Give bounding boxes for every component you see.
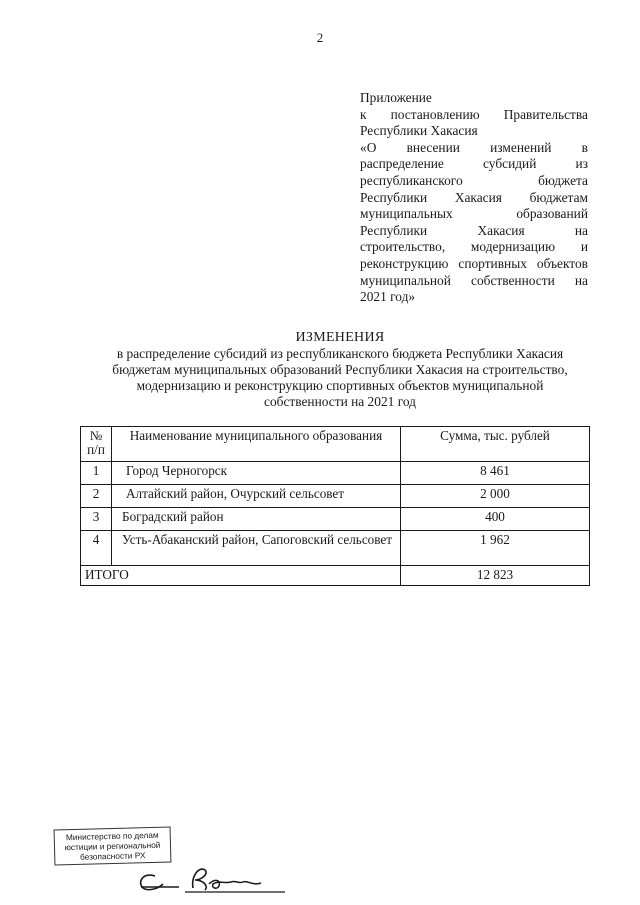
table-row bbox=[81, 462, 590, 485]
title-subtitle-line: собственности на 2021 год bbox=[264, 394, 416, 409]
row-num: 4 bbox=[81, 531, 112, 566]
header-name: Наименование муниципального образования bbox=[112, 427, 401, 462]
appendix-line: строительство, модернизацию и bbox=[360, 239, 588, 255]
header-num bbox=[81, 427, 112, 462]
row-name: Усть-Абаканский район, Сапоговский сельсовет bbox=[112, 531, 401, 566]
row-num: 1 bbox=[81, 462, 112, 485]
table-row bbox=[81, 508, 590, 531]
appendix-block bbox=[360, 90, 588, 306]
total-sum: 12 823 bbox=[401, 566, 590, 586]
appendix-line: к постановлению Правительства bbox=[360, 106, 588, 122]
appendix-line: Приложение bbox=[360, 90, 432, 105]
appendix-line: Республики Хакасия на bbox=[360, 222, 588, 238]
row-num: 2 bbox=[81, 485, 112, 508]
row-sum: 2 000 bbox=[401, 485, 590, 508]
page-number: 2 bbox=[316, 30, 324, 45]
handwritten-signature bbox=[135, 858, 295, 898]
appendix-line: Республики Хакасия бюджетам bbox=[360, 189, 588, 205]
stamp-line: безопасности РХ bbox=[79, 850, 146, 862]
row-sum: 400 bbox=[401, 508, 590, 531]
appendix-line: муниципальных образований bbox=[360, 206, 588, 222]
row-name: Боградский район bbox=[112, 508, 401, 531]
document-title bbox=[60, 330, 620, 410]
table-total-row bbox=[81, 566, 590, 586]
title-subtitle-line: модернизацию и реконструкцию спортивных объектов муниципальной bbox=[136, 378, 544, 393]
header-num-symbol: № bbox=[89, 428, 103, 443]
stamp-line: юстиции и региональной bbox=[64, 839, 161, 853]
appendix-line: «О внесении изменений в bbox=[360, 139, 588, 155]
appendix-line: 2021 год» bbox=[360, 289, 416, 305]
row-sum: 1 962 bbox=[401, 531, 590, 566]
total-label: ИТОГО bbox=[81, 566, 401, 586]
subsidy-table bbox=[80, 426, 590, 586]
title-subtitle-line: бюджетам муниципальных образований Республики Хакасия на строительство, bbox=[112, 362, 568, 377]
appendix-line: Республики Хакасия bbox=[360, 123, 478, 139]
table-row bbox=[81, 485, 590, 508]
row-name: Алтайский район, Очурский сельсовет bbox=[112, 485, 401, 508]
header-sum: Сумма, тыс. рублей bbox=[401, 427, 590, 462]
appendix-line: муниципальной собственности на bbox=[360, 272, 588, 288]
appendix-line: республиканского бюджета bbox=[360, 172, 588, 188]
row-sum: 8 461 bbox=[401, 462, 590, 485]
title-subtitle-line: в распределение субсидий из республиканского бюджета Республики Хакасия bbox=[116, 346, 564, 361]
row-num: 3 bbox=[81, 508, 112, 531]
appendix-line: реконструкцию спортивных объектов bbox=[360, 255, 588, 271]
row-name: Город Черногорск bbox=[112, 462, 401, 485]
table-row bbox=[81, 531, 590, 566]
appendix-line: распределение субсидий из bbox=[360, 156, 588, 172]
header-num-abbrev: п/п bbox=[87, 442, 105, 457]
table-header-row bbox=[81, 427, 590, 462]
title-heading: ИЗМЕНЕНИЯ bbox=[295, 330, 385, 345]
stamp-line: Министерство по делам bbox=[65, 829, 159, 843]
